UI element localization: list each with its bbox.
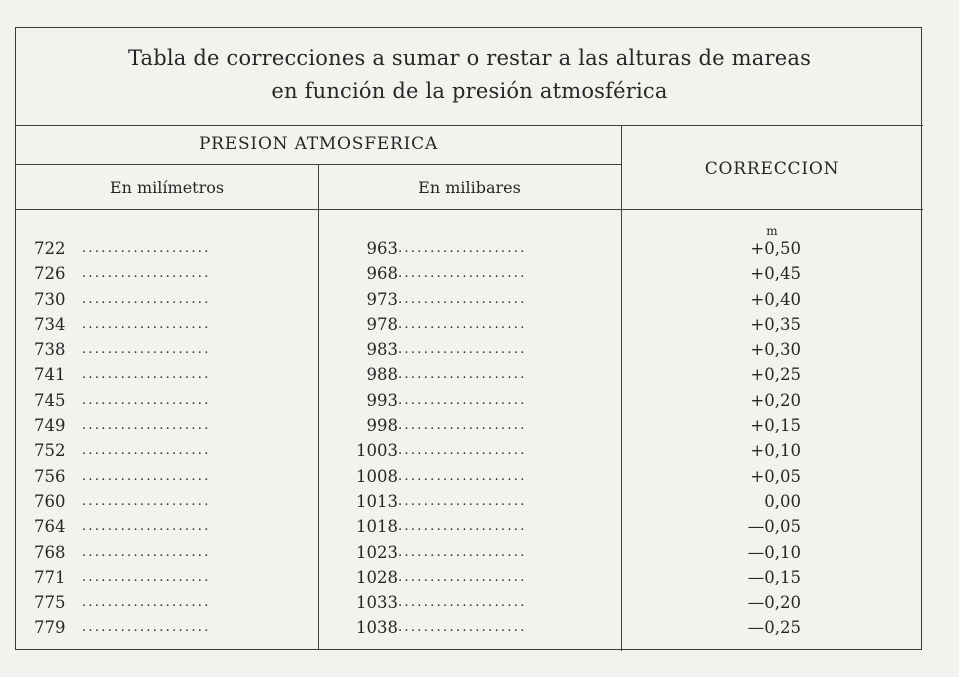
cell-correccion: +0,50 [750, 239, 801, 258]
cell-milibares: 1023 [356, 542, 398, 562]
dot-leader: .................... [398, 493, 527, 509]
dot-leader: .................... [82, 316, 211, 332]
table-row [16, 413, 923, 438]
dot-leader: .................... [398, 519, 527, 535]
dot-leader: .................... [398, 291, 527, 307]
cell-milibares: 968 [366, 264, 398, 284]
cell-correccion: 0,00 [764, 491, 801, 511]
dot-leader: .................... [398, 544, 527, 560]
cell-milimetros: 752 [34, 441, 66, 461]
dot-leader: .................... [82, 443, 211, 459]
dot-leader: .................... [398, 367, 527, 383]
cell-correccion: —0,05 [747, 517, 801, 537]
dot-leader: .................... [398, 595, 527, 611]
table-row [16, 590, 923, 615]
cell-correccion: +0,15 [750, 416, 801, 436]
rule-below-headers [16, 209, 923, 210]
cell-milibares: 1008 [356, 466, 398, 486]
cell-milimetros: 768 [34, 542, 66, 562]
dot-leader: .................... [82, 595, 211, 611]
table-row [16, 489, 923, 514]
table-row [16, 540, 923, 565]
cell-milimetros: 726 [34, 264, 66, 284]
table-body [16, 236, 923, 641]
cell-milimetros: 771 [34, 567, 66, 587]
cell-milibares: 983 [366, 340, 398, 360]
cell-correccion: +0,10 [750, 441, 801, 461]
table-row [16, 236, 923, 261]
dot-leader: .................... [82, 342, 211, 358]
cell-milibares: 973 [366, 289, 398, 309]
cell-milibares: 993 [366, 390, 398, 410]
dot-leader: .................... [82, 291, 211, 307]
table-row [16, 362, 923, 387]
cell-milibares: 978 [366, 314, 398, 334]
table-row [16, 337, 923, 362]
dot-leader: .................... [82, 544, 211, 560]
cell-milimetros: 738 [34, 340, 66, 360]
cell-milibares: 1013 [356, 491, 398, 511]
dot-leader: .................... [82, 418, 211, 434]
dot-leader: .................... [398, 443, 527, 459]
cell-milibares: 963 [366, 239, 398, 258]
table-title [16, 42, 923, 108]
header-milibares: En milibares [418, 178, 521, 197]
cell-milimetros: 760 [34, 491, 66, 511]
correction-table [15, 27, 922, 650]
table-row [16, 615, 923, 640]
dot-leader: .................... [398, 316, 527, 332]
table-row [16, 388, 923, 413]
table-row [16, 438, 923, 463]
cell-correccion: +0,40 [750, 289, 801, 309]
cell-milibares: 1033 [356, 593, 398, 613]
dot-leader: .................... [82, 569, 211, 585]
dot-leader: .................... [398, 266, 527, 282]
table-row [16, 287, 923, 312]
cell-correccion: —0,25 [747, 618, 801, 638]
cell-milibares: 1038 [356, 618, 398, 638]
table-row [16, 565, 923, 590]
dot-leader: .................... [398, 342, 527, 358]
header-correccion: CORRECCION [704, 159, 840, 179]
cell-correccion: +0,20 [750, 390, 801, 410]
cell-correccion: +0,45 [750, 264, 801, 284]
cell-milibares: 1028 [356, 567, 398, 587]
cell-correccion: +0,35 [750, 314, 801, 334]
dot-leader: .................... [398, 468, 527, 484]
table-row [16, 464, 923, 489]
dot-leader: .................... [82, 620, 211, 636]
dot-leader: .................... [398, 569, 527, 585]
rule-below-title [16, 125, 923, 126]
cell-milimetros: 779 [34, 618, 66, 638]
cell-milibares: 988 [366, 365, 398, 385]
dot-leader: .................... [82, 241, 211, 256]
dot-leader: .................... [82, 468, 211, 484]
cell-correccion: +0,30 [750, 340, 801, 360]
cell-milibares: 1003 [356, 441, 398, 461]
dot-leader: .................... [398, 392, 527, 408]
table-row [16, 312, 923, 337]
dot-leader: .................... [82, 392, 211, 408]
dot-leader: .................... [398, 241, 527, 256]
cell-correccion: —0,20 [747, 593, 801, 613]
cell-milimetros: 741 [34, 365, 66, 385]
cell-correccion: —0,15 [747, 567, 801, 587]
cell-correccion: +0,05 [750, 466, 801, 486]
dot-leader: .................... [82, 266, 211, 282]
cell-milimetros: 745 [34, 390, 66, 410]
table-title-line-1: Tabla de correcciones a sumar o restar a las alturas de mareas [127, 46, 812, 70]
dot-leader: .................... [398, 620, 527, 636]
cell-milimetros: 756 [34, 466, 66, 486]
cell-milimetros: 730 [34, 289, 66, 309]
cell-milibares: 998 [366, 416, 398, 436]
cell-correccion: —0,10 [747, 542, 801, 562]
table-title-line-2: en función de la presión atmosférica [271, 79, 668, 103]
table-row [16, 261, 923, 286]
dot-leader: .................... [82, 367, 211, 383]
header-presion: PRESION ATMOSFERICA [198, 134, 439, 154]
table-row [16, 514, 923, 539]
cell-milimetros: 775 [34, 593, 66, 613]
header-milimetros: En milímetros [109, 178, 225, 197]
cell-correccion: +0,25 [750, 365, 801, 385]
cell-milimetros: 764 [34, 517, 66, 537]
cell-milimetros: 749 [34, 416, 66, 436]
correction-unit: m [766, 224, 778, 238]
dot-leader: .................... [82, 519, 211, 535]
dot-leader: .................... [82, 493, 211, 509]
cell-milimetros: 722 [34, 239, 66, 258]
dot-leader: .................... [398, 418, 527, 434]
cell-milimetros: 734 [34, 314, 66, 334]
cell-milibares: 1018 [356, 517, 398, 537]
